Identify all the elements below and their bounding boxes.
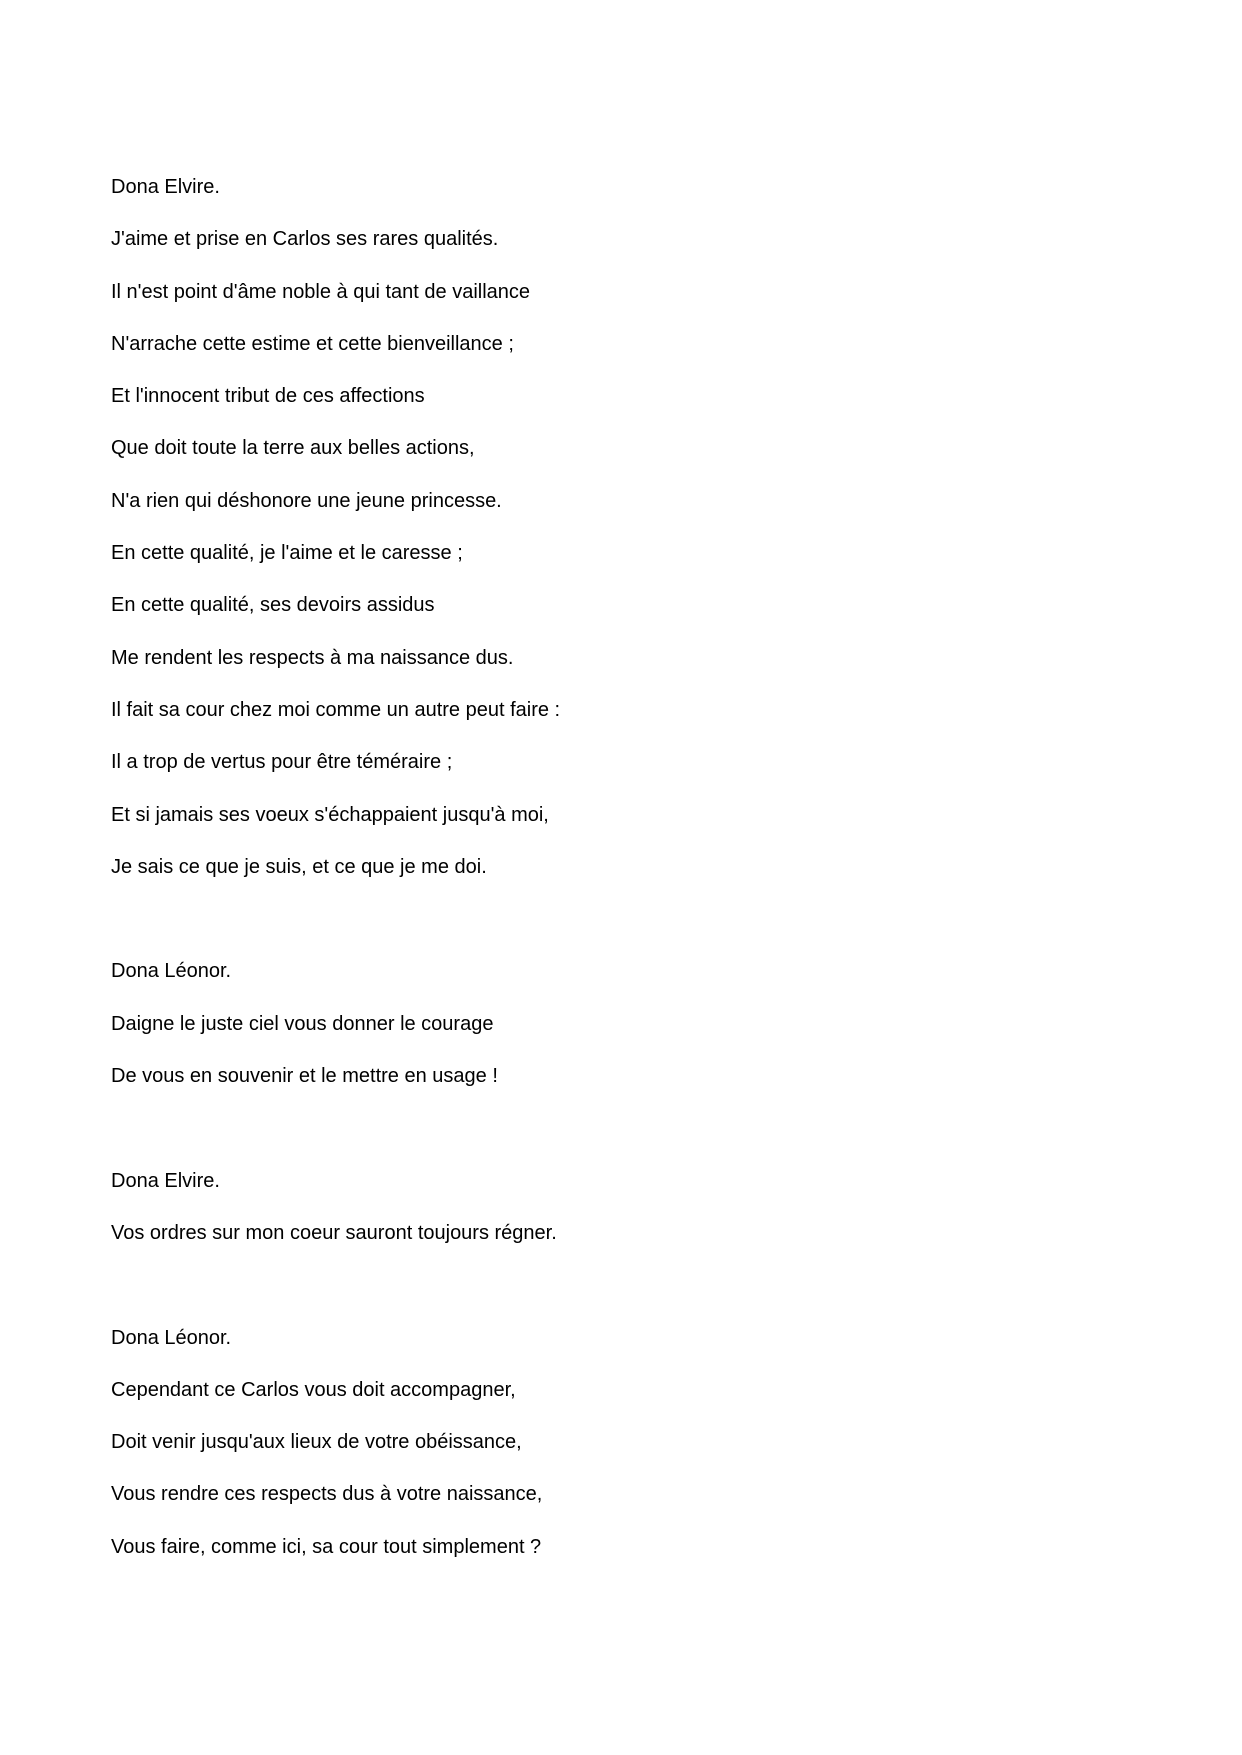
play-text bbox=[111, 161, 1131, 1573]
verse-line: Doit venir jusqu'aux lieux de votre obéissance, bbox=[111, 1431, 522, 1454]
verse-line: De vous en souvenir et le mettre en usage ! bbox=[111, 1065, 498, 1088]
verse-line: Cependant ce Carlos vous doit accompagner, bbox=[111, 1378, 516, 1401]
speaker-name: Dona Elvire. bbox=[111, 1169, 220, 1192]
verse-line: Il n'est point d'âme noble à qui tant de vaillance bbox=[111, 280, 531, 303]
blank-line bbox=[111, 1102, 1131, 1154]
speaker-name: Dona Elvire. bbox=[111, 176, 220, 198]
verse-line: Et l'innocent tribut de ces affections bbox=[111, 385, 425, 408]
blank-line bbox=[111, 893, 1131, 945]
verse-line: Vous rendre ces respects dus à votre naissance, bbox=[111, 1483, 543, 1506]
verse-line: Il fait sa cour chez moi comme un autre peut faire : bbox=[111, 698, 561, 721]
verse-line: Me rendent les respects à ma naissance dus. bbox=[111, 646, 514, 669]
verse-line: Il a trop de vertus pour être téméraire ; bbox=[111, 751, 453, 774]
verse-line: Je sais ce que je suis, et ce que je me doi. bbox=[111, 855, 487, 878]
verse-line: Daigne le juste ciel vous donner le courage bbox=[111, 1012, 494, 1035]
speaker-name: Dona Léonor. bbox=[111, 960, 232, 983]
verse-line: N'arrache cette estime et cette bienveillance ; bbox=[111, 332, 514, 355]
verse-line: Vous faire, comme ici, sa cour tout simplement ? bbox=[111, 1535, 542, 1558]
verse-line: Et si jamais ses voeux s'échappaient jusqu'à moi, bbox=[111, 803, 549, 826]
verse-line: J'aime et prise en Carlos ses rares qualités. bbox=[111, 228, 499, 251]
verse-line: Vos ordres sur mon coeur sauront toujours régner. bbox=[111, 1221, 557, 1244]
verse-line: En cette qualité, je l'aime et le caresse ; bbox=[111, 542, 463, 565]
verse-line: Que doit toute la terre aux belles actions, bbox=[111, 437, 475, 460]
blank-line bbox=[111, 1259, 1131, 1311]
verse-line: N'a rien qui déshonore une jeune princesse. bbox=[111, 489, 502, 512]
verse-line: En cette qualité, ses devoirs assidus bbox=[111, 594, 435, 617]
speaker-name: Dona Léonor. bbox=[111, 1326, 232, 1349]
